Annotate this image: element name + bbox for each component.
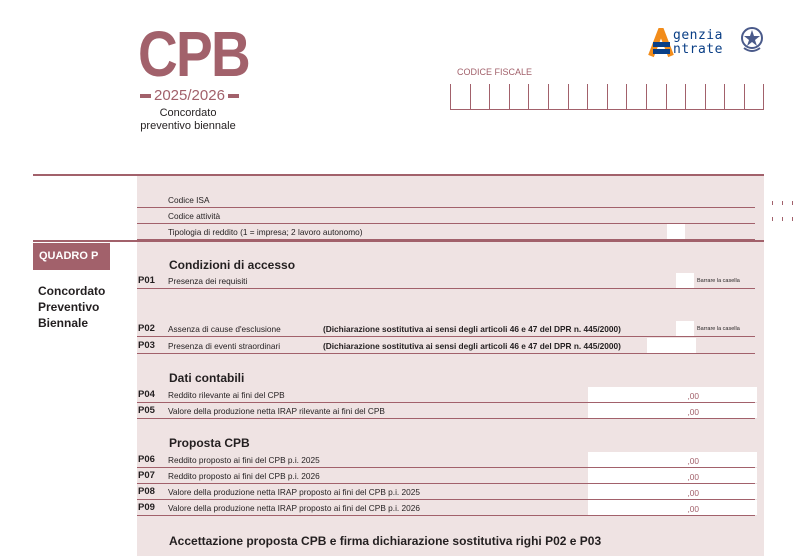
p02-checkbox[interactable]: [676, 321, 694, 336]
quadro-name: [38, 283, 128, 331]
row-p01: [137, 273, 755, 289]
agenzia-entrate-logo: [645, 26, 767, 60]
tipologia-field[interactable]: [667, 224, 685, 239]
row-label: Valore della produzione netta IRAP rilevante ai fini del CPB: [168, 405, 385, 416]
year-text: 2025/2026: [154, 87, 225, 104]
p01-checkbox[interactable]: [676, 273, 694, 288]
agency-line-2: ntrate: [673, 42, 723, 57]
row-code: P05: [138, 405, 155, 416]
row-label: Valore della produzione netta IRAP proposto ai fini del CPB p.i. 2025: [168, 486, 420, 497]
codice-attivita-label: Codice attività: [168, 210, 221, 221]
section-condizioni: Condizioni di accesso: [169, 258, 296, 272]
row-code: P02: [138, 323, 155, 334]
row-p02: [137, 321, 755, 337]
agency-a-icon: [647, 28, 675, 58]
codice-fiscale-label: CODICE FISCALE: [457, 67, 533, 77]
p06-amount-field[interactable]: [588, 452, 757, 467]
row-code: P09: [138, 502, 155, 513]
quadro-name-line-2: Preventivo: [38, 300, 100, 314]
row-note-bold: (Dichiarazione sostitutiva ai sensi degli articoli 46 e 47 del DPR n. 445/2000): [323, 323, 621, 334]
year-bar-right: [228, 94, 239, 98]
year-label: [140, 87, 240, 104]
p08-amount-field[interactable]: [588, 484, 757, 499]
p05-amount-field[interactable]: [588, 403, 757, 418]
section-dati-contabili: Dati contabili: [169, 371, 245, 385]
subtitle-line-1: Concordato: [159, 107, 217, 119]
row-code: P04: [138, 389, 155, 400]
tipologia-row: [137, 224, 755, 240]
section-proposta: Proposta CPB: [169, 436, 250, 450]
codice-attivita-row: [137, 208, 755, 224]
tipologia-label: Tipologia di reddito (1 = impresa; 2 lavoro autonomo): [168, 226, 363, 237]
row-p03: [137, 338, 755, 354]
decimals: ,00: [687, 456, 699, 466]
row-label: Reddito proposto ai fini del CPB p.i. 2026: [168, 470, 320, 481]
row-label: Presenza di eventi straordinari: [168, 340, 281, 351]
p03-field[interactable]: [647, 338, 696, 353]
row-p05: [137, 403, 755, 419]
codice-isa-row: [137, 192, 755, 208]
quadro-name-line-3: Biennale: [38, 316, 89, 330]
cpb-logo: CPB: [138, 18, 250, 90]
decimals: ,00: [687, 407, 699, 417]
row-code: P06: [138, 454, 155, 465]
row-p07: [137, 468, 755, 484]
row-label: Assenza di cause d'esclusione: [168, 323, 281, 334]
emblem-icon: [740, 26, 764, 54]
p04-amount-field[interactable]: [588, 387, 757, 402]
decimals: ,00: [687, 504, 699, 514]
quadro-name-line-1: Concordato: [38, 284, 106, 298]
row-code: P07: [138, 470, 155, 481]
row-label: Reddito rilevante ai fini del CPB: [168, 389, 285, 400]
row-code: P01: [138, 275, 155, 286]
codice-fiscale-field[interactable]: [450, 84, 764, 110]
row-code: P08: [138, 486, 155, 497]
codice-isa-label: Codice ISA: [168, 194, 210, 205]
row-p04: [137, 387, 755, 403]
barrare-note: Barrare la casella: [697, 325, 740, 332]
year-bar-left: [140, 94, 151, 98]
row-code: P03: [138, 340, 155, 351]
quadro-tab: QUADRO P: [33, 243, 110, 270]
p09-amount-field[interactable]: [588, 500, 757, 515]
form-subtitle: [128, 107, 248, 133]
row-label: Reddito proposto ai fini del CPB p.i. 2025: [168, 454, 320, 465]
agency-line-1: genzia: [673, 28, 723, 43]
barrare-note: Barrare la casella: [697, 277, 740, 284]
quadro-rule: [33, 240, 764, 242]
row-label: Valore della produzione netta IRAP proposto ai fini del CPB p.i. 2026: [168, 502, 420, 513]
row-p09: [137, 500, 755, 516]
row-p08: [137, 484, 755, 500]
row-p06: [137, 452, 755, 468]
subtitle-line-2: preventivo biennale: [140, 120, 236, 132]
decimals: ,00: [687, 472, 699, 482]
row-note-bold: (Dichiarazione sostitutiva ai sensi degli articoli 46 e 47 del DPR n. 445/2000): [323, 340, 621, 351]
p07-amount-field[interactable]: [588, 468, 757, 483]
decimals: ,00: [687, 391, 699, 401]
row-label: Presenza dei requisiti: [168, 275, 248, 286]
section-accettazione: Accettazione proposta CPB e firma dichiarazione sostitutiva righi P02 e P03: [169, 534, 602, 548]
decimals: ,00: [687, 488, 699, 498]
